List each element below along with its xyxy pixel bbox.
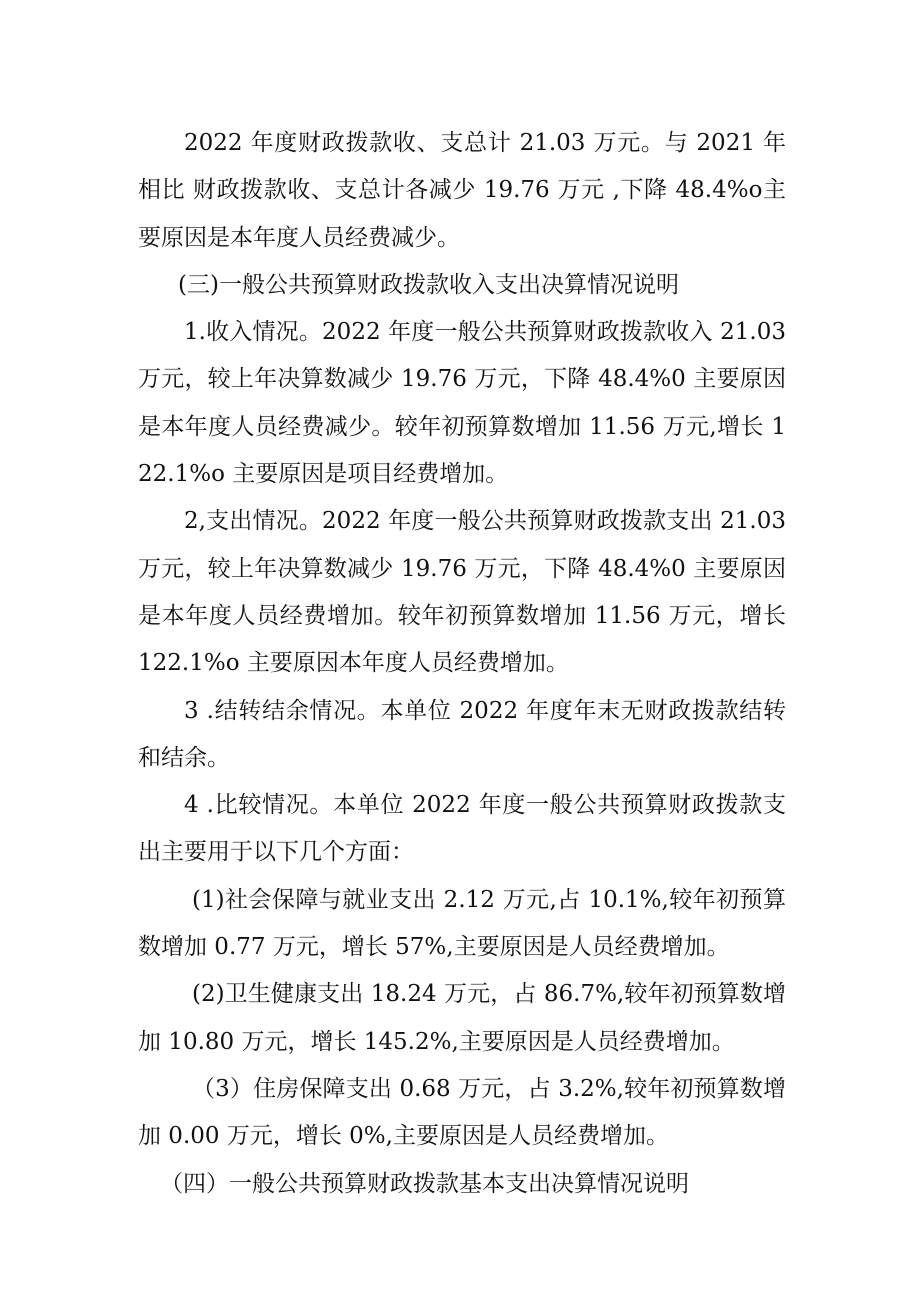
section-heading-3: (三)一般公共预算财政拨款收入支出决算情况说明 <box>178 271 679 298</box>
list-item-health: (2)卫生健康支出 18.24 万元，占 86.7%,较年初预算数增加 10.80 万元，增长 145.2%,主要原因是人员经费增加。 <box>138 981 786 1055</box>
paragraph-fiscal-total: 2022 年度财政拨款收、支总计 21.03 万元。与 2021 年相比 财政拨款收、支总计各减少 19.76 万元 ,下降 48.4%o主要原因是本年度人员经费减少。 <box>138 130 786 251</box>
list-item-housing: （3）住房保障支出 0.68 万元，占 3.2%,较年初预算数增加 0.00 万元，增长 0%,主要原因是人员经费增加。 <box>138 1075 786 1150</box>
paragraph-carryover: 3 .结转结余情况。本单位 2022 年度年末无财政拨款结转和结余。 <box>138 697 786 771</box>
paragraph-income: 1.收入情况。2022 年度一般公共预算财政拨款收入 21.03 万元，较上年决算数减少 19.76 万元，下降 48.4%0 主要原因是本年度人员经费减少。较年初预算数增加 11.56 万元,增长 122.1%o 主要原因是项目经费增加。 <box>138 319 786 488</box>
list-item-social-security: (1)社会保障与就业支出 2.12 万元,占 10.1%,较年初预算数增加 0.77 万元，增长 57%,主要原因是人员经费增加。 <box>138 886 786 961</box>
document-page <box>138 120 786 1208</box>
paragraph-expenditure: 2,支出情况。2022 年度一般公共预算财政拨款支出 21.03 万元，较上年决算数减少 19.76 万元，下降 48.4%0 主要原因是本年度人员经费增加。较年初预算数增加 11.56 万元，增长 122.1%o 主要原因本年度人员经费增加。 <box>138 508 786 677</box>
section-heading-4: （四）一般公共预算财政拨款基本支出决算情况说明 <box>160 1170 689 1197</box>
paragraph-comparison: 4 .比较情况。本单位 2022 年度一般公共预算财政拨款支出主要用于以下几个方面： <box>138 792 786 866</box>
